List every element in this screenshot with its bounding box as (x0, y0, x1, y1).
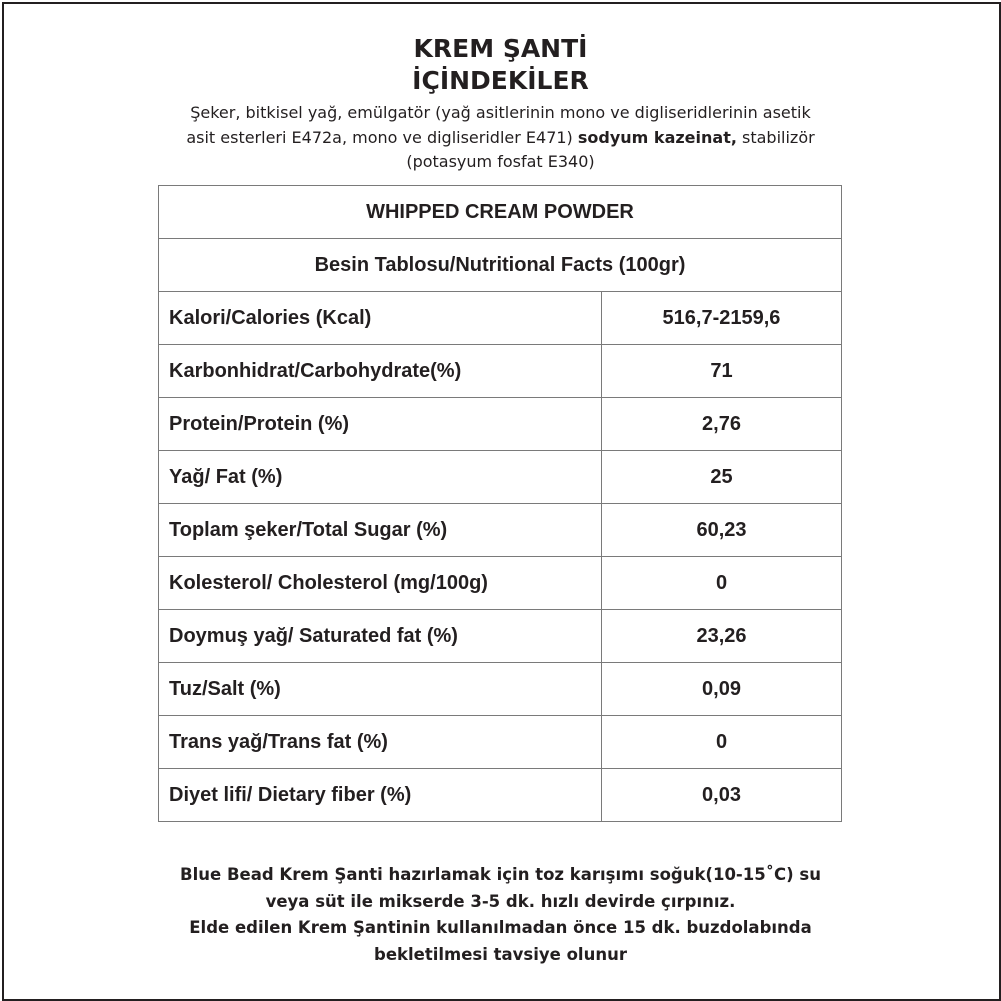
table-row (159, 716, 842, 769)
instructions-line-4: bekletilmesi tavsiye olunur (374, 944, 627, 964)
nutrient-label: Protein/Protein (%) (159, 398, 602, 451)
instructions-line-2: veya süt ile mikserde 3-5 dk. hızlı devirde çırpınız. (265, 891, 736, 911)
nutrient-label: Yağ/ Fat (%) (159, 451, 602, 504)
nutrient-value: 23,26 (602, 610, 842, 663)
ingredients-line-2-pre: asit esterleri E472a, mono ve digliseridler E471) (186, 127, 578, 147)
nutrient-label: Doymuş yağ/ Saturated fat (%) (159, 610, 602, 663)
nutrient-label: Kalori/Calories (Kcal) (159, 292, 602, 345)
nutrient-value: 0,03 (602, 769, 842, 822)
ingredients-line-2 (0, 126, 1001, 151)
preparation-instructions (0, 862, 1001, 968)
nutrient-label: Kolesterol/ Cholesterol (mg/100g) (159, 557, 602, 610)
nutrient-label: Toplam şeker/Total Sugar (%) (159, 504, 602, 557)
nutrient-value: 25 (602, 451, 842, 504)
ingredients-line-3: (potasyum fosfat E340) (406, 152, 595, 171)
nutrition-facts-header: Besin Tablosu/Nutritional Facts (100gr) (159, 239, 842, 292)
ingredients-text (0, 101, 1001, 175)
table-title-row (159, 186, 842, 239)
table-header-row (159, 239, 842, 292)
nutrient-value: 0,09 (602, 663, 842, 716)
ingredients-heading: İÇİNDEKİLER (412, 66, 589, 95)
instructions-line-1: Blue Bead Krem Şanti hazırlamak için toz karışımı soğuk(10-15˚C) su (180, 865, 821, 884)
instructions-line-3: Elde edilen Krem Şantinin kullanılmadan önce 15 dk. buzdolabında (189, 918, 812, 937)
table-row (159, 557, 842, 610)
nutrient-value: 516,7-2159,6 (602, 292, 842, 345)
nutrient-value: 2,76 (602, 398, 842, 451)
table-row (159, 398, 842, 451)
table-row (159, 663, 842, 716)
nutrient-label: Tuz/Salt (%) (159, 663, 602, 716)
nutrient-label: Karbonhidrat/Carbohydrate(%) (159, 345, 602, 398)
ingredients-line-2-post: stabilizör (736, 127, 815, 147)
product-title: KREM ŞANTİ (413, 34, 588, 63)
nutrition-table (158, 185, 842, 822)
nutrient-value: 60,23 (602, 504, 842, 557)
table-row (159, 345, 842, 398)
ingredients-highlight: sodyum kazeinat, (577, 127, 737, 147)
nutrient-value: 0 (602, 716, 842, 769)
product-name-cell: WHIPPED CREAM POWDER (159, 186, 842, 239)
table-row (159, 769, 842, 822)
table-row (159, 504, 842, 557)
nutrient-value: 0 (602, 557, 842, 610)
table-row (159, 451, 842, 504)
nutrient-value: 71 (602, 345, 842, 398)
ingredients-line-1: Şeker, bitkisel yağ, emülgatör (yağ asitlerinin mono ve digliseridlerinin asetik (190, 103, 811, 122)
table-row (159, 292, 842, 345)
nutrient-label: Trans yağ/Trans fat (%) (159, 716, 602, 769)
nutrient-label: Diyet lifi/ Dietary fiber (%) (159, 769, 602, 822)
table-row (159, 610, 842, 663)
